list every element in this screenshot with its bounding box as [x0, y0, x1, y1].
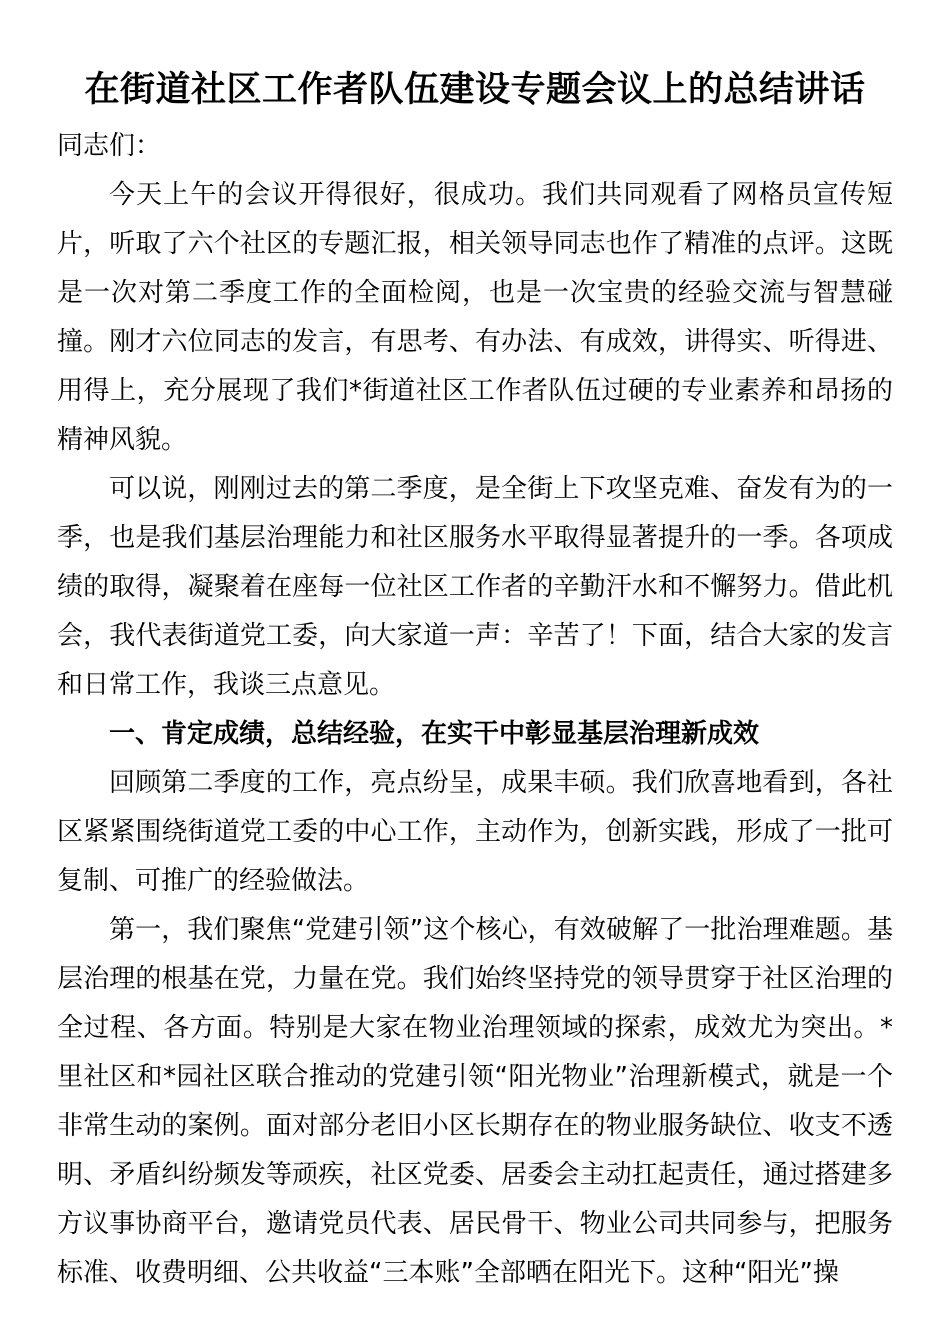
section-heading: 一、肯定成绩，总结经验，在实干中彰显基层治理新成效 — [109, 719, 760, 749]
paragraph: 可以说，刚刚过去的第二季度，是全街上下攻坚克难、奋发有为的一季，也是我们基层治理能力和社区服务水平取得显著提升的一季。各项成绩的取得，凝聚着在座每一位社区工作者的辛勤汗水和不懈努力。借此机会，我代表街道党工委，向大家道一声：辛苦了！下面，结合大家的发言和日常工作，我谈三点意见。 — [57, 474, 893, 700]
paragraph: 今天上午的会议开得很好，很成功。我们共同观看了网格员宣传短片，听取了六个社区的专题汇报，相关领导同志也作了精准的点评。这既是一次对第二季度工作的全面检阅，也是一次宝贵的经验交流与智慧碰撞。刚才六位同志的发言，有思考、有办法、有成效，讲得实、听得进、用得上，充分展现了我们*街道社区工作者队伍过硬的专业素养和昂扬的精神风貌。 — [57, 180, 893, 455]
paragraph: 回顾第二季度的工作，亮点纷呈，成果丰硕。我们欣喜地看到，各社区紧紧围绕街道党工委的中心工作，主动作为，创新实践，形成了一批可复制、可推广的经验做法。 — [57, 768, 893, 896]
salutation: 同志们： — [57, 131, 162, 161]
paragraph: 第一，我们聚焦“党建引领”这个核心，有效破解了一批治理难题。基层治理的根基在党，力量在党。我们始终坚持党的领导贯穿于社区治理的全过程、各方面。特别是大家在物业治理领域的探索，成效尤为突出。*里社区和*园社区联合推动的党建引领“阳光物业”治理新模式，就是一个非常生动的案例。面对部分老旧小区长期存在的物业服务缺位、收支不透明、矛盾纠纷频发等顽疾，社区党委、居委会主动扛起责任，通过搭建多方议事协商平台，邀请党员代表、居民骨干、物业公司共同参与，把服务标准、收费明细、公共收益“三本账”全部晒在阳光下。这种“阳光”操 — [57, 915, 893, 1288]
document-title: 在街道社区工作者队伍建设专题会议上的总结讲话 — [84, 70, 866, 110]
